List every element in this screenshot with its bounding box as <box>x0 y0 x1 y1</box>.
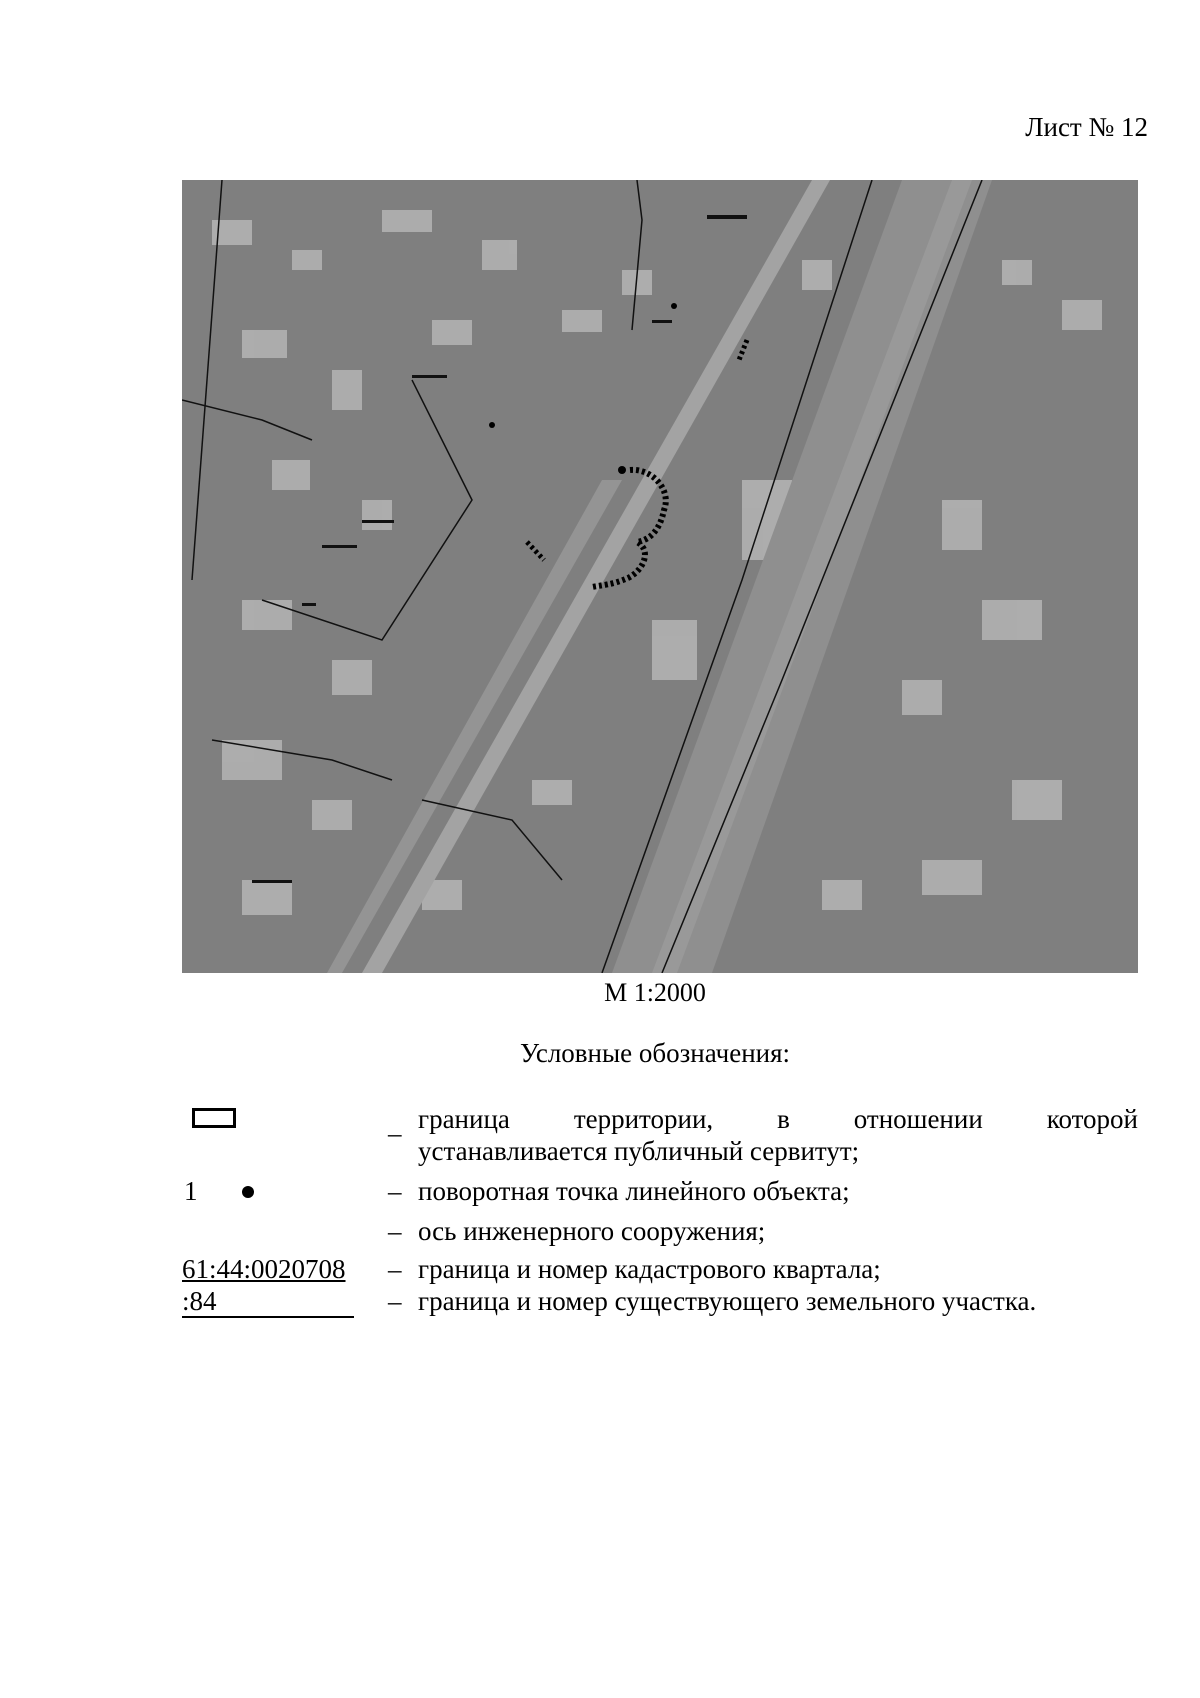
aerial-map-image <box>182 180 1138 973</box>
legend-item-land-parcel <box>0 1286 1200 1322</box>
legend-item-cadastral-quarter <box>0 1254 1200 1288</box>
sheet-number-label: Лист № 12 <box>1025 112 1148 142</box>
land-parcel-number: :84 <box>182 1286 354 1318</box>
cadastral-quarter-number: 61:44:0020708 <box>182 1254 346 1284</box>
legend-dash: – <box>388 1286 402 1316</box>
legend-item-turning-point <box>0 1176 1200 1210</box>
legend-item-structure-axis <box>0 1216 1200 1250</box>
legend-description: граница территории, в отношении которой <box>418 1104 1138 1134</box>
legend-description: граница и номер кадастрового квартала; <box>418 1254 881 1284</box>
map-scale-label: М 1:2000 <box>604 978 706 1007</box>
legend-description-line2: устанавливается публичный сервитут; <box>418 1136 860 1166</box>
legend-dash: – <box>388 1254 402 1284</box>
legend-dash: – <box>388 1118 402 1148</box>
legend-dash: – <box>388 1216 402 1246</box>
point-number: 1 <box>184 1176 198 1206</box>
rectangle-outline-icon <box>192 1108 236 1128</box>
legend-description: ось инженерного сооружения; <box>418 1216 766 1246</box>
legend-title: Условные обозначения: <box>519 1038 791 1068</box>
legend-description: граница и номер существующего земельного участка. <box>418 1286 1037 1316</box>
legend-description: поворотная точка линейного объекта; <box>418 1176 850 1206</box>
legend-dash: – <box>388 1176 402 1206</box>
map-view[interactable] <box>182 180 1138 973</box>
point-dot-icon <box>242 1186 254 1198</box>
legend-item-public-easement-boundary <box>0 1104 1200 1170</box>
